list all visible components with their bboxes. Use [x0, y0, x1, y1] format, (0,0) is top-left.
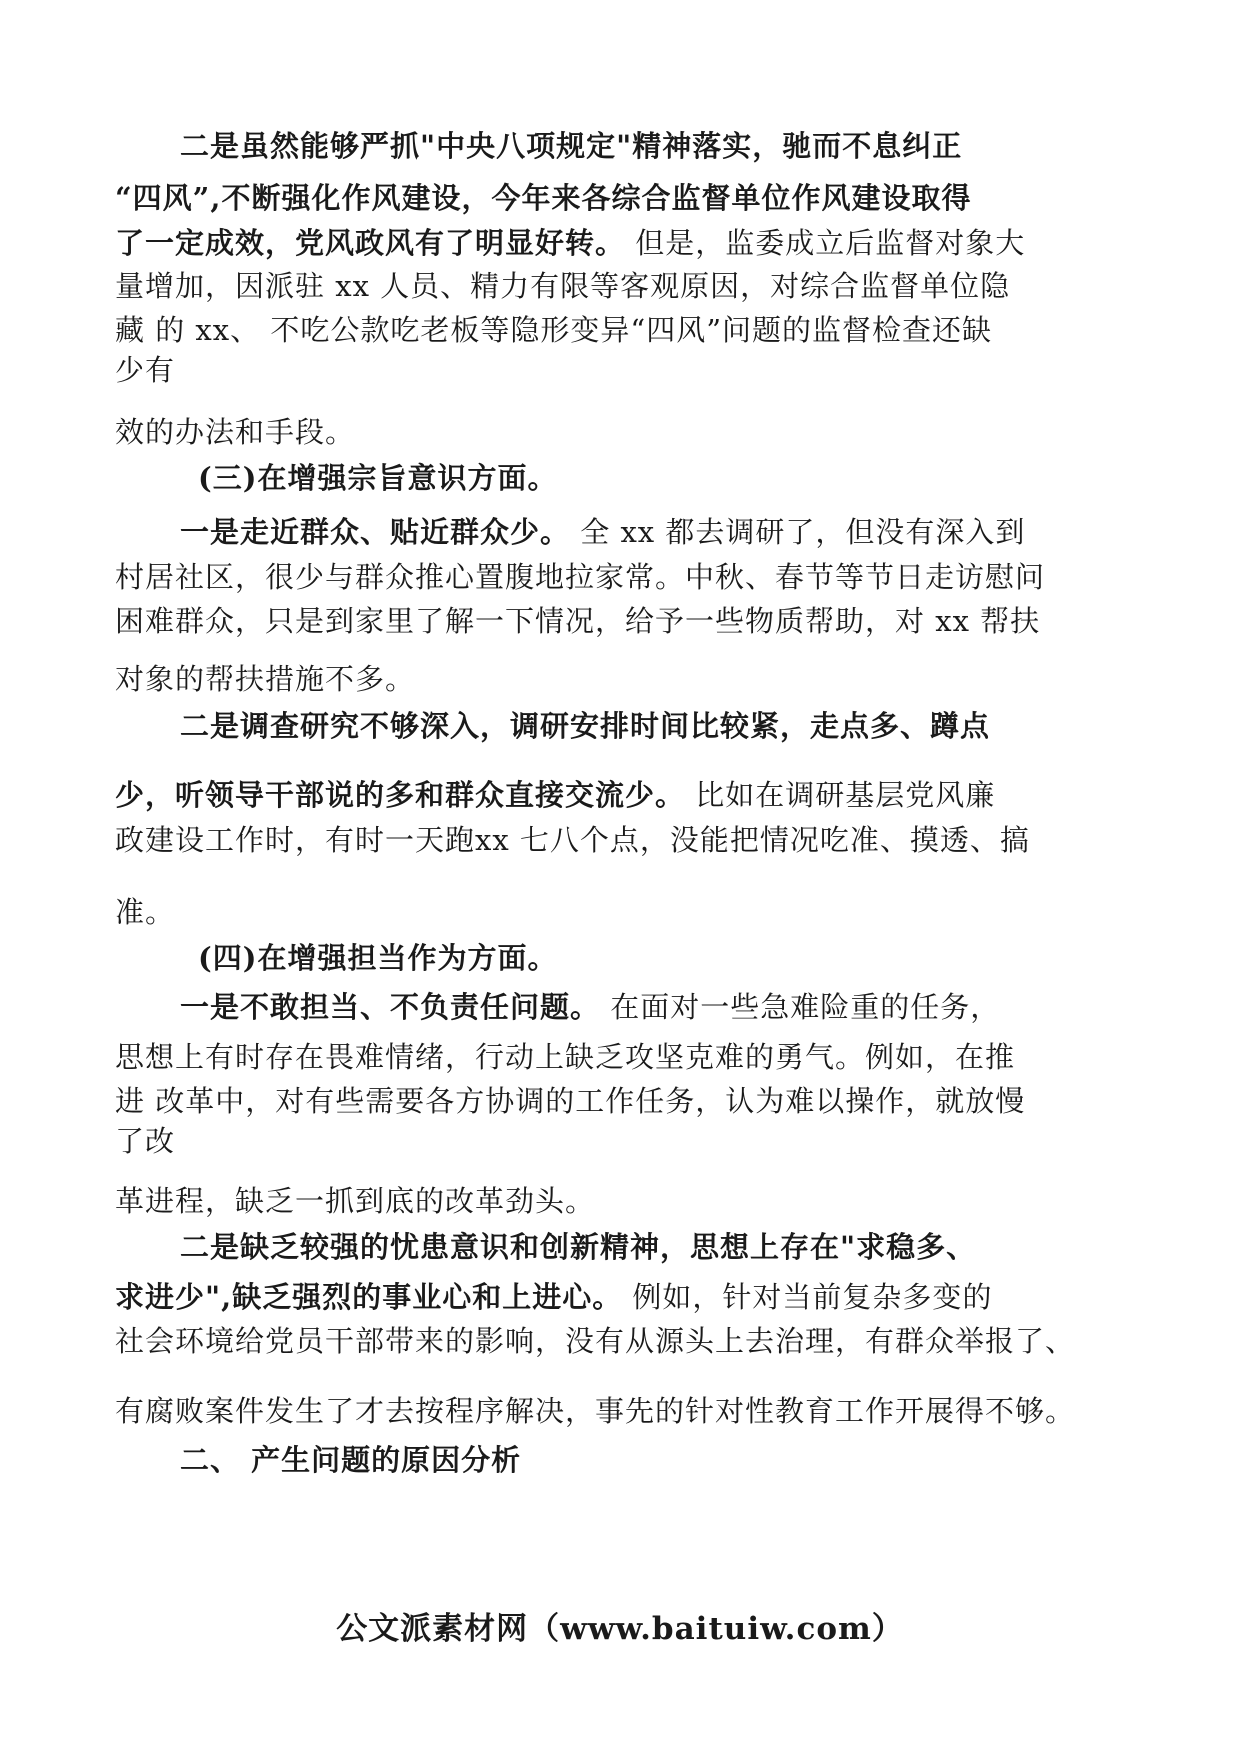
text-line-13: 二是调查研究不够深入，调研安排时间比较紧，走点多、蹲点 — [180, 709, 991, 743]
text-line-3: 了一定成效，党风政风有了明显好转。 但是，监委成立后监督对象大 — [115, 226, 1026, 260]
text-line-7: 效的办法和手段。 — [115, 415, 356, 449]
text-line-19: 思想上有时存在畏难情绪，行动上缺乏攻坚克难的勇气。例如，在推 — [115, 1040, 1016, 1074]
text-line-22: 革进程，缺乏一抓到底的改革劲头。 — [115, 1184, 596, 1218]
text-line-12: 对象的帮扶措施不多。 — [115, 662, 416, 696]
text-line-2: “四风”,不断强化作风建设，今年来各综合监督单位作风建设取得 — [115, 181, 972, 215]
text-line-14: 少，听领导干部说的多和群众直接交流少。 比如在调研基层党风廉 — [115, 778, 996, 812]
section-heading-4: (四)在增强担当作为方面。 — [198, 941, 558, 975]
text-line-4: 量增加，因派驻 xx 人员、精力有限等客观原因，对综合监督单位隐 — [115, 269, 1011, 303]
text-line-1: 二是虽然能够严抓"中央八项规定"精神落实，驰而不息纠正 — [180, 129, 963, 163]
text-line-5: 藏 的 xx、 不吃公款吃老板等隐形变异“四风”问题的监督检查还缺 — [115, 313, 993, 347]
text-line-16: 准。 — [115, 895, 176, 929]
text-line-15: 政建设工作时，有时一天跑xx 七八个点，没能把情况吃准、摸透、搞 — [115, 823, 1030, 857]
footer-watermark: 公文派素材网（www.baituiw.com） — [336, 1611, 904, 1647]
text-line-26: 有腐败案件发生了才去按程序解决，事先的针对性教育工作开展得不够。 — [115, 1394, 1076, 1428]
text-line-18: 一是不敢担当、不负责任问题。 在面对一些急难险重的任务， — [180, 990, 1001, 1024]
text-line-24: 求进少",缺乏强烈的事业心和上进心。 例如，针对当前复杂多变的 — [115, 1280, 993, 1314]
section-heading-3: (三)在增强宗旨意识方面。 — [198, 461, 558, 495]
text-line-21: 了改 — [115, 1124, 176, 1158]
text-line-23: 二是缺乏较强的忧患意识和创新精神，思想上存在"求稳多、 — [180, 1230, 977, 1264]
text-line-25: 社会环境给党员干部带来的影响，没有从源头上去治理，有群众举报了、 — [115, 1324, 1076, 1358]
section-heading-two: 二、 产生问题的原因分析 — [180, 1443, 522, 1477]
text-line-10: 村居社区，很少与群众推心置腹地拉家常。中秋、春节等节日走访慰问 — [115, 560, 1046, 594]
text-line-9: 一是走近群众、贴近群众少。 全 xx 都去调研了，但没有深入到 — [180, 515, 1026, 549]
text-line-20: 进 改革中，对有些需要各方协调的工作任务，认为难以操作，就放慢 — [115, 1084, 1026, 1118]
text-line-6: 少有 — [115, 353, 176, 387]
text-line-11: 困难群众，只是到家里了解一下情况，给予一些物质帮助，对 xx 帮扶 — [115, 604, 1041, 638]
